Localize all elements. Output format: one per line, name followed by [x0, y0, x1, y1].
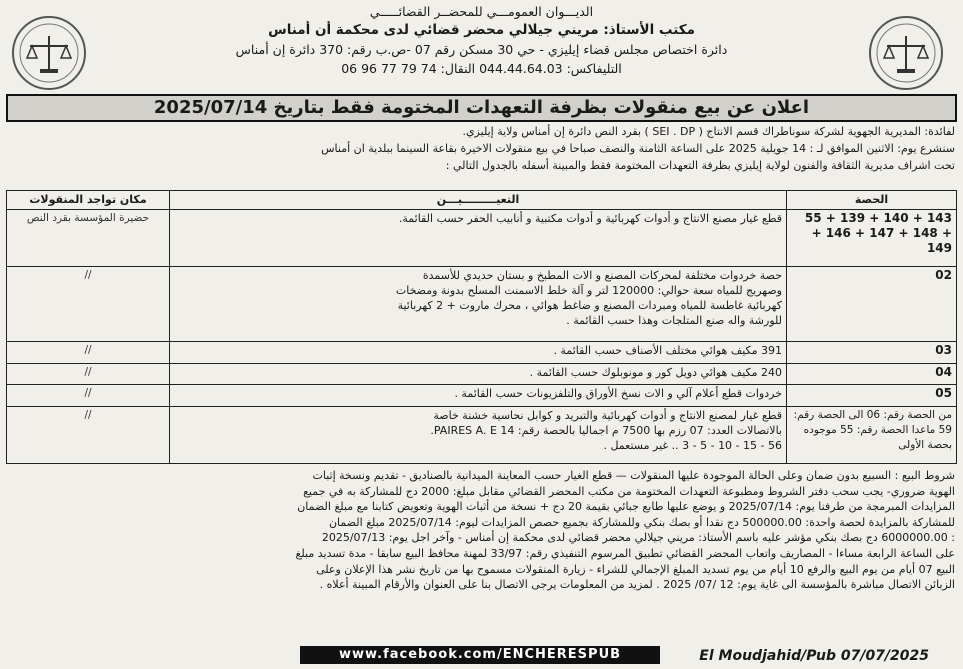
- lots-table: [6, 190, 957, 464]
- lot-description: [170, 406, 787, 463]
- terms-line: شروط البيع : السبيع بدون ضمان وعلى الحالة الموجودة عليها المنقولات — قطع الغيار حسب المعاينة الميدانية بالصناديق - تقديم ونسخة إثبات: [312, 469, 955, 482]
- lot-number: 05: [787, 385, 957, 406]
- description-line: 391 مكيف هوائي مختلف الأصناف حسب القائمة .: [553, 344, 782, 358]
- lot-number: 03: [787, 342, 957, 363]
- lot-number: من الحصة رقم: 06 الى الحصة رقم: 59 ماعدا الحصة رقم: 55 موجوده بحصة الأولى: [787, 406, 957, 463]
- description-line: حصة خردوات مختلفة لمحركات المصنع و الات المطبخ و بستان حديدي للأسمدة: [422, 269, 782, 283]
- table-header-row: [7, 191, 957, 210]
- letterhead: [90, 2, 873, 78]
- lot-description: [170, 210, 787, 267]
- bailiff-seal-left: [10, 14, 88, 92]
- description-line: بالاتصالات العدد: 07 رزم بها 7500 م اجماليا بالحصة رقم: 14 PAIRES A. E.: [430, 423, 782, 437]
- sale-date-line: سنشرع يوم: الاثنين الموافق لـ : 14 جويلية 2025 على الساعة الثامنة والنصف صباحا في بيع منقولات الاخيرة بقاعة السينما ببلدية ان أمناس: [321, 142, 955, 155]
- table-row: [7, 342, 957, 363]
- office-phone: التليفاكس: 044.44.64.03 النقال: 74 79 77 96 06: [341, 61, 622, 76]
- table-row: [7, 210, 957, 267]
- lot-location: //: [7, 363, 170, 384]
- description-line: وصهريج للمياه سعة حوالي: 120000 لتر و آلة خلط الاسمنت المسلح بدونة ومضخات: [395, 284, 782, 298]
- terms-line: للمشاركة بالمزايدة لحصة واحدة: 500000.00 دج نقدا أو بصك بنكي وللمشاركة بجميع حصص المزايدات ليوم: 2025/07/14 مبلغ الضمان: [328, 515, 955, 529]
- lot-location: //: [7, 406, 170, 463]
- lot-description: [170, 363, 787, 384]
- lot-description: [170, 267, 787, 342]
- auction-title-banner: اعلان عن بيع منقولات بظرفة التعهدات المختومة فقط بتاريخ 2025/07/14: [6, 94, 957, 122]
- beneficiary-line: لفائدة: المديرية الجهوية لشركة سوناطراك قسم الانتاج ( SEI . DP ) بقرد النص دائرة إن أمناس ولاية إيليزي.: [462, 125, 955, 138]
- table-row: [7, 385, 957, 406]
- lot-description: [170, 385, 787, 406]
- lot-location: //: [7, 385, 170, 406]
- terms-line: الزبائن الاتصال مباشرة بالمؤسسة الى غاية يوم: 12 /07/ 2025 . لمزيد من المعلومات يرجى الاتصال بنا على العنوان والأرقام المبينة أعلاه .: [319, 578, 955, 592]
- facebook-link[interactable]: www.facebook.com/ENCHERESPUB: [300, 646, 660, 664]
- terms-line: البيع 07 أيام من يوم البيع والرفع 10 أيام من يوم تسديد المبلغ الإجمالي للشراء - زيارة المنقولات مسموح بها من تاريخ نشر هذا الإعلان وعلى: [316, 562, 955, 576]
- terms-line: على الساعة الرابعة مساءا - المصاريف واتعاب المحضر القضائي تطبيق المرسوم التنفيذي رقم: 33/97 لمهنة محافظ البيع سابقا - مدة تسديد مبلغ: [295, 546, 955, 560]
- description-line: قطع غيار مصنع الانتاج و أدوات كهربائية و أدوات مكتبية و أنابيب الحفر حسب القائمة.: [398, 212, 782, 225]
- column-header-description: التعيـــــــــيـــن: [170, 191, 787, 210]
- lot-number: 55 + 139 + 140 + 143 + 146 + 147 + 148 + 149: [787, 210, 957, 267]
- column-header-lot: الحصة: [787, 191, 957, 210]
- intro-block: [8, 123, 955, 174]
- supervision-line: تحت اشراف مديرية الثقافة والفنون لولاية إيليزي بظرفة التعهدات المختومة فقط والمبينة أسفله بالجدول التالي :: [445, 159, 955, 172]
- footer: [0, 644, 963, 669]
- office-address: دائرة اختصاص مجلس قضاء إيليزي - حي 30 مسكن رقم 07 -ص.ب رقم: 370 دائرة إن أمناس: [235, 42, 728, 57]
- description-line: 240 مكيف هوائي دويل كور و مونوبلوك حسب القائمة .: [529, 365, 782, 379]
- lot-number: 04: [787, 363, 957, 384]
- description-line: قطع غيار لمصنع الانتاج و أدوات كهربائية والتبريد و كوابل نحاسية خشنة خاصة: [433, 408, 782, 422]
- description-line: كهربائية غاطسة للمياه ومبردات المصنع و ضاغط هوائي ، محرك ماروت + 2 كهربائية: [397, 299, 782, 313]
- description-line: للورشة واله صنع المتلجات وهذا حسب القائمة .: [566, 314, 782, 328]
- description-line: 56 - 15 - 10 - 5 - 3 .. غير مستعمل .: [603, 438, 782, 452]
- table-row: [7, 363, 957, 384]
- description-line: خردوات قطع أعلام آلي و الات نسخ الأوراق والتلفزيونات حسب القائمة .: [454, 387, 782, 401]
- publication-credit: El Moudjahid/Pub 07/07/2025: [699, 648, 929, 664]
- office-title: الديـــوان العمومـــي للمحضــر القضائـــــي: [369, 4, 594, 19]
- bailiff-name: مكتب الأستاذ: مريني جيلالي محضر قضائي لدى محكمة أن أمناس: [268, 22, 695, 38]
- lot-location: //: [7, 342, 170, 363]
- lot-location: حضيرة المؤسسة بقرد النص: [7, 210, 170, 267]
- table-row: [7, 267, 957, 342]
- bailiff-seal-right: [867, 14, 945, 92]
- terms-line: الهوية ضروري- يجب سحب دفتر الشروط ومطبوعة التعهدات المختومة من مكتب المحضر القضائي مقابل مبلغ: 2000 دج للمشاركة به في جميع: [303, 484, 955, 498]
- lot-location: //: [7, 267, 170, 342]
- terms-line: المزايدات المبرمجة من طرفنا يوم: 2025/07/14 و يوضع عليها طابع جبائي بقيمة 20 دج + نسخة من أثبات الهوية وتعويض كتابنا مع مبلغ الضمان: [297, 500, 955, 514]
- column-header-location: مكان تواجد المنقولات: [7, 191, 170, 210]
- lot-description: [170, 342, 787, 363]
- terms-line: : 6000000.00 دج بصك بنكي مؤشر عليه باسم الأستاذ: مريني جيلالي محضر قضائي لدى محكمة إن أمناس - وآخر اجل يوم: 2025/07/13: [321, 531, 955, 545]
- sale-terms: [8, 468, 955, 593]
- lot-number: 02: [787, 267, 957, 342]
- table-row: [7, 406, 957, 463]
